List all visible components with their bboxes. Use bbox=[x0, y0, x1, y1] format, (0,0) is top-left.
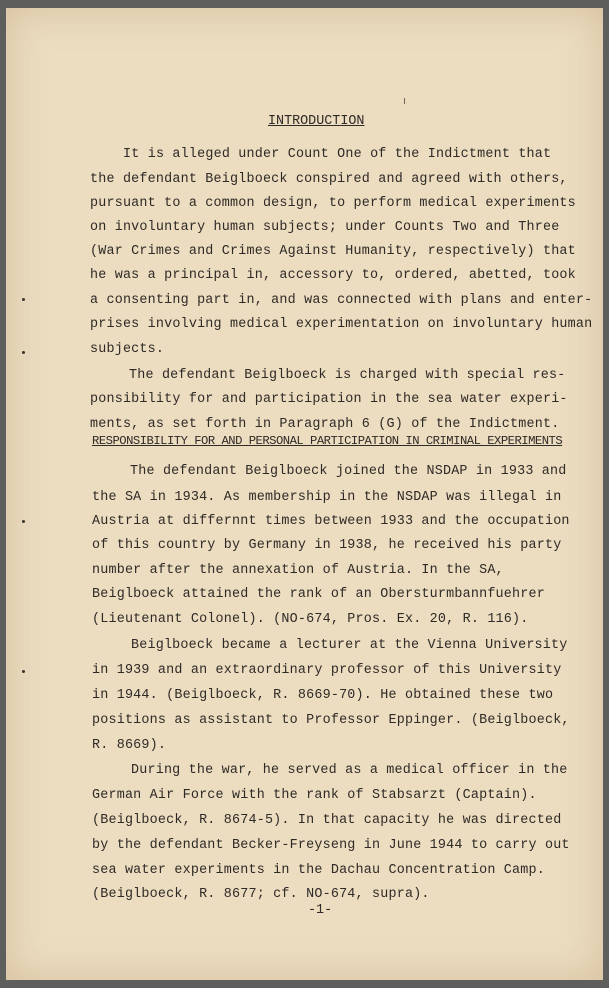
text-line: The defendant Beiglboeck joined the NSDAP in 1933 and bbox=[130, 464, 567, 479]
text-line: the SA in 1934. As membership in the NSDAP was illegal in bbox=[92, 490, 562, 505]
text-line: (Beiglboeck, R. 8674-5). In that capacity he was directed bbox=[92, 813, 562, 828]
text-line: ments, as set forth in Paragraph 6 (G) of the Indictment. bbox=[90, 417, 560, 432]
margin-dot bbox=[22, 520, 25, 523]
text-line: of this country by Germany in 1938, he received his party bbox=[92, 538, 562, 553]
text-line: Beiglboeck became a lecturer at the Vienna University bbox=[131, 638, 568, 653]
text-line: Beiglboeck attained the rank of an Obersturmbannfuehrer bbox=[92, 587, 545, 602]
text-line: It is alleged under Count One of the Indictment that bbox=[123, 147, 552, 162]
text-line: in 1944. (Beiglboeck, R. 8669-70). He obtained these two bbox=[92, 688, 554, 703]
text-line: Austria at differnnt times between 1933 and the occupation bbox=[92, 514, 570, 529]
text-line: on involuntary human subjects; under Counts Two and Three bbox=[90, 220, 560, 235]
text-line: positions as assistant to Professor Eppinger. (Beiglboeck, bbox=[92, 713, 570, 728]
text-line: (War Crimes and Crimes Against Humanity, respectively) that bbox=[90, 244, 576, 259]
text-line: in 1939 and an extraordinary professor of this University bbox=[92, 663, 562, 678]
text-line: number after the annexation of Austria. In the SA, bbox=[92, 563, 504, 578]
text-line: pursuant to a common design, to perform medical experiments bbox=[90, 196, 576, 211]
paper-mark bbox=[404, 98, 405, 104]
page-heading: INTRODUCTION bbox=[268, 114, 365, 129]
text-line: by the defendant Becker-Freyseng in June 1944 to carry out bbox=[92, 838, 570, 853]
text-line: subjects. bbox=[90, 342, 165, 357]
text-line: During the war, he served as a medical officer in the bbox=[131, 763, 568, 778]
text-line: R. 8669). bbox=[92, 738, 167, 753]
margin-dot bbox=[22, 298, 25, 301]
page-number: -1- bbox=[308, 903, 333, 918]
text-line: The defendant Beiglboeck is charged with special res- bbox=[129, 368, 566, 383]
text-line: the defendant Beiglboeck conspired and agreed with others, bbox=[90, 172, 568, 187]
text-line: sea water experiments in the Dachau Concentration Camp. bbox=[92, 863, 545, 878]
text-line: German Air Force with the rank of Stabsarzt (Captain). bbox=[92, 788, 537, 803]
margin-dot bbox=[22, 351, 25, 354]
text-line: (Beiglboeck, R. 8677; cf. NO-674, supra). bbox=[92, 887, 430, 902]
section-subheading: RESPONSIBILITY FOR AND PERSONAL PARTICIPATION IN CRIMINAL EXPERIMENTS bbox=[92, 434, 563, 448]
text-line: (Lieutenant Colonel). (NO-674, Pros. Ex. 20, R. 116). bbox=[92, 612, 529, 627]
text-line: ponsibility for and participation in the sea water experi- bbox=[90, 392, 568, 407]
margin-dot bbox=[22, 670, 25, 673]
text-line: a consenting part in, and was connected with plans and enter- bbox=[90, 293, 593, 308]
document-page bbox=[6, 8, 603, 980]
text-line: he was a principal in, accessory to, ordered, abetted, took bbox=[90, 268, 576, 283]
text-line: prises involving medical experimentation on involuntary human bbox=[90, 317, 593, 332]
